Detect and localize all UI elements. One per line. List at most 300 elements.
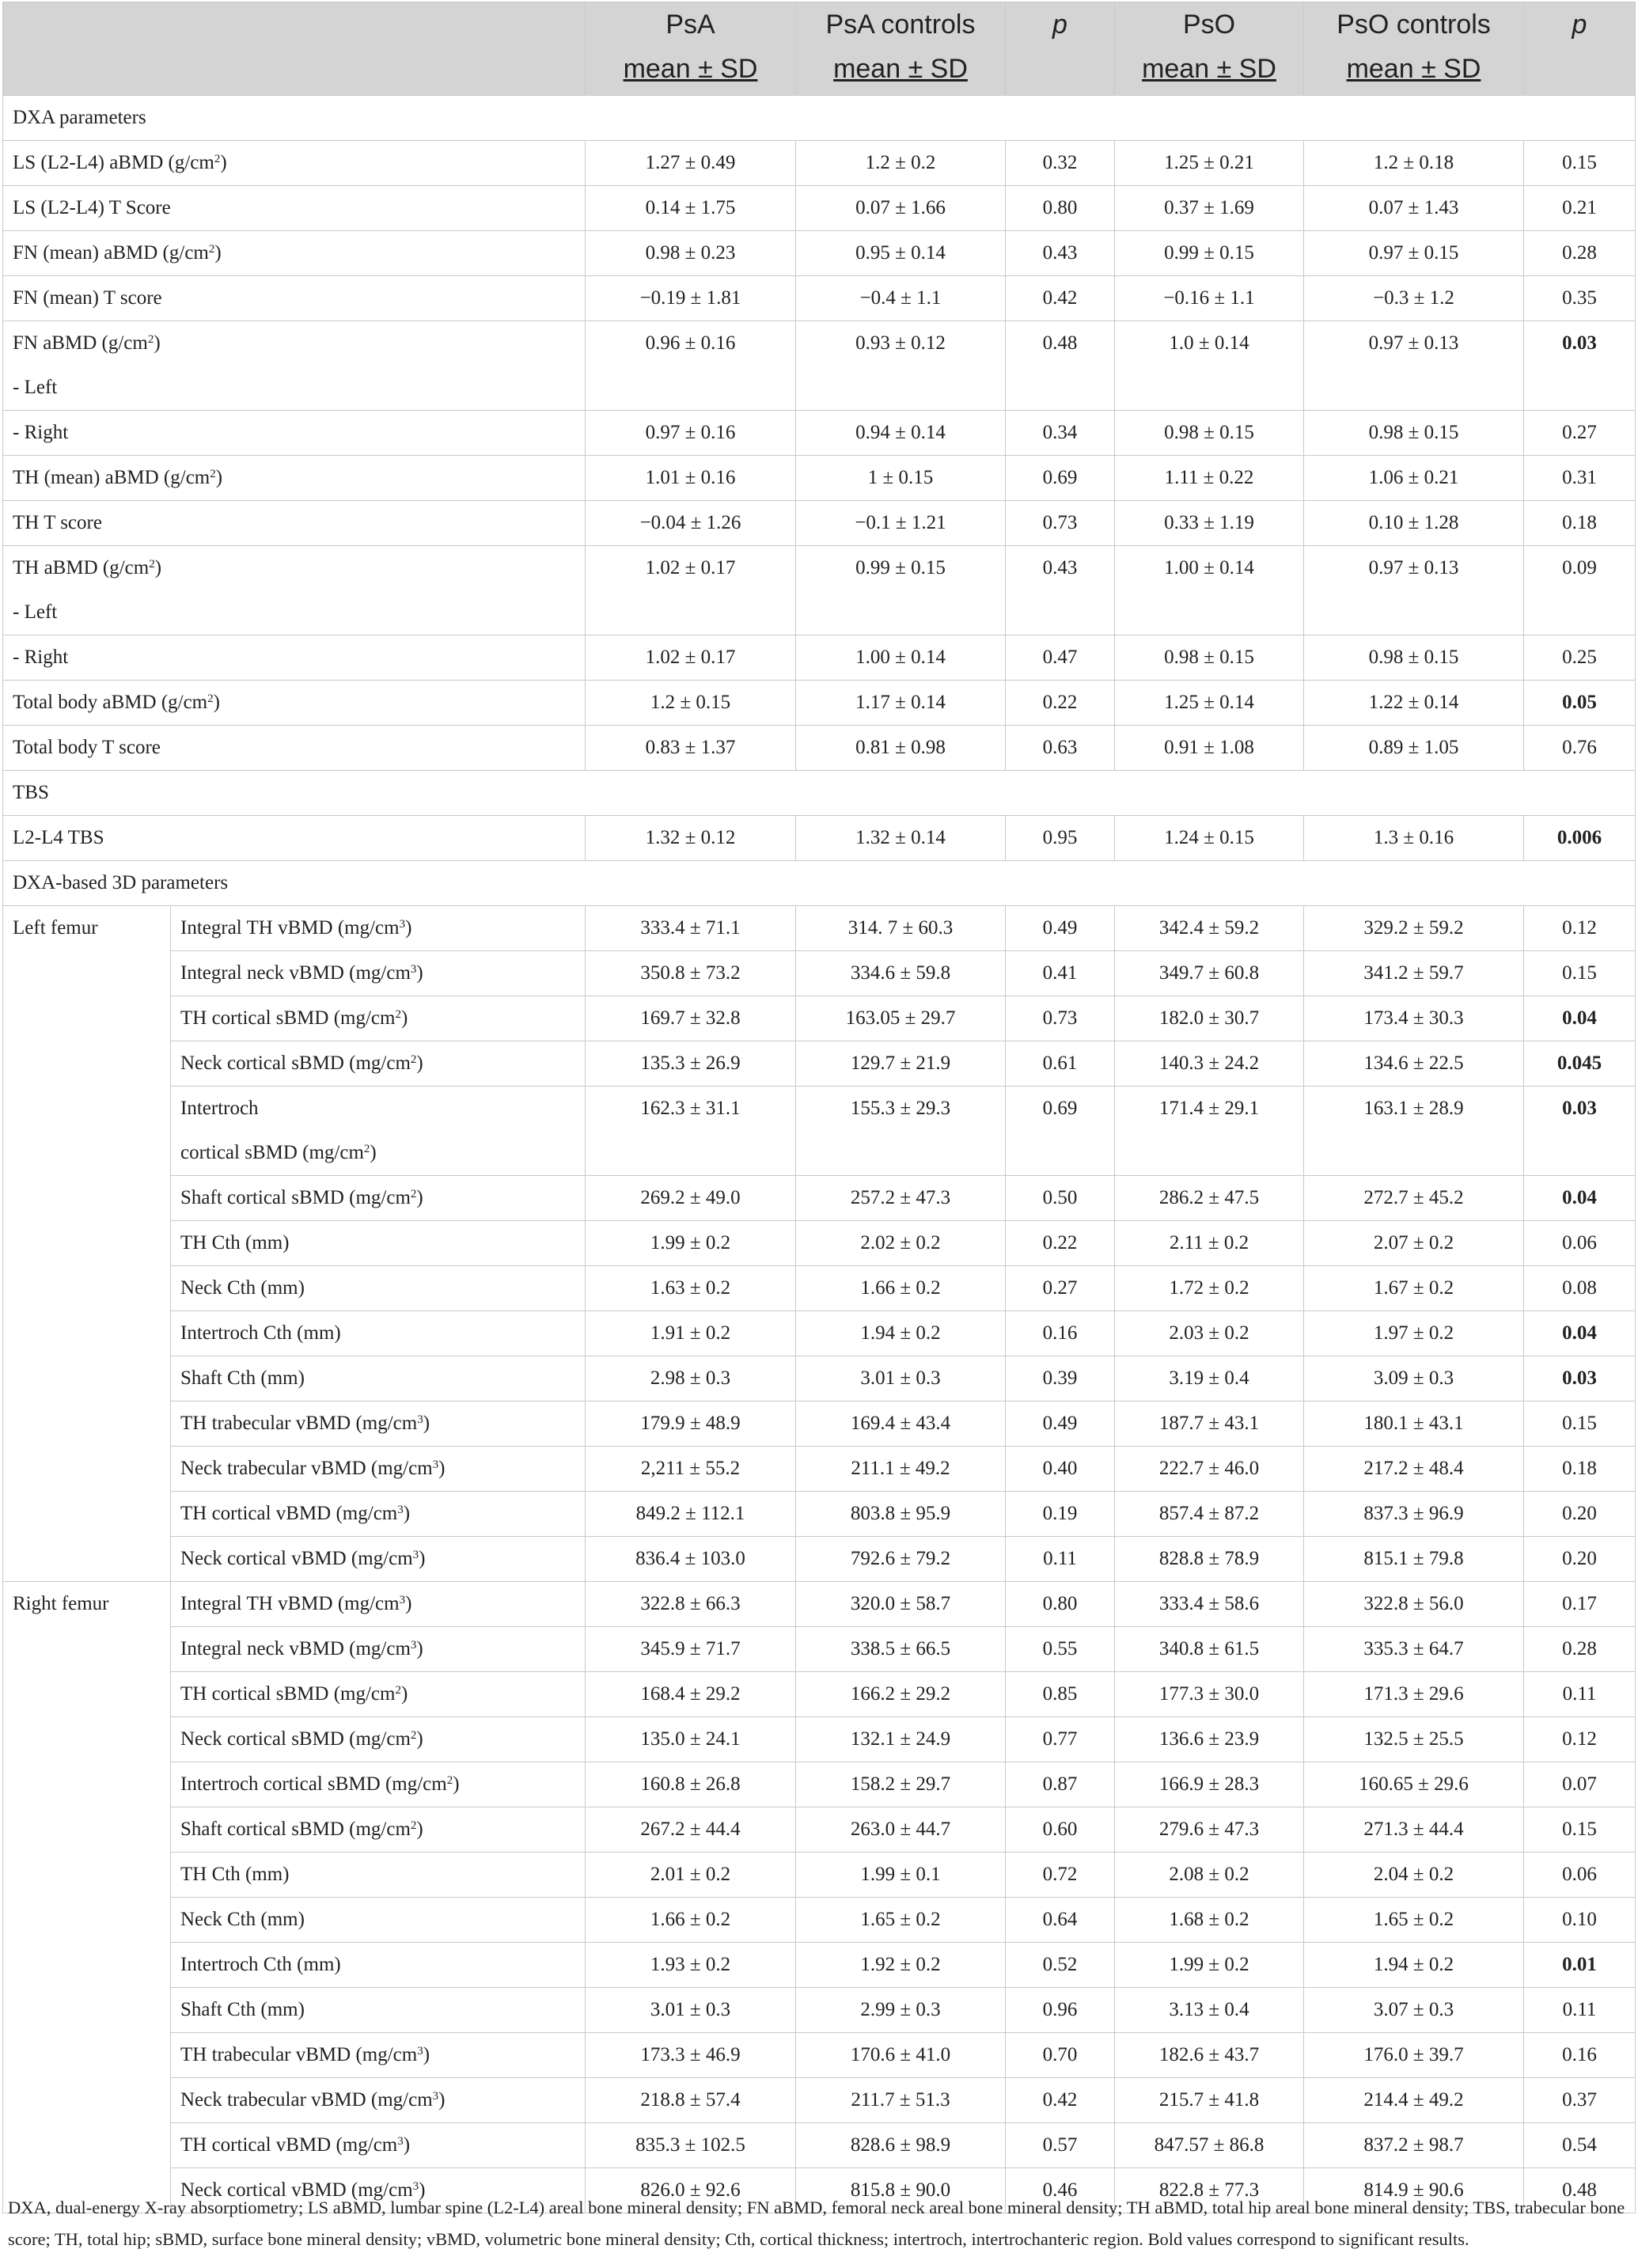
- psa-controls-value: 211.1 ± 49.2: [796, 1447, 1006, 1492]
- section-title: DXA-based 3D parameters: [3, 861, 1636, 906]
- table-row: [3, 681, 1636, 726]
- pso-value: 136.6 ± 23.9: [1115, 1717, 1304, 1762]
- p-value-pso: 0.03: [1524, 1356, 1636, 1401]
- pso-value: 2.08 ± 0.2: [1115, 1853, 1304, 1898]
- p-value-pso: 0.06: [1524, 1853, 1636, 1898]
- p-value-pso: 0.09: [1524, 546, 1636, 635]
- pso-controls-value: 0.07 ± 1.43: [1304, 186, 1524, 231]
- header-psa: PsA mean ± SD: [586, 2, 796, 96]
- pso-controls-value: 272.7 ± 45.2: [1304, 1176, 1524, 1221]
- p-value-psa: 0.85: [1006, 1672, 1115, 1717]
- pso-value: 822.8 ± 77.3: [1115, 2168, 1304, 2213]
- psa-value: 135.0 ± 24.1: [586, 1717, 796, 1762]
- p-value-psa: 0.73: [1006, 996, 1115, 1041]
- p-value-psa: 0.11: [1006, 1537, 1115, 1582]
- pso-value: 279.6 ± 47.3: [1115, 1807, 1304, 1853]
- row-label: Shaft Cth (mm): [171, 1356, 586, 1401]
- table-row: [3, 1537, 1636, 1582]
- table-row: [3, 186, 1636, 231]
- p-value-psa: 0.46: [1006, 2168, 1115, 2213]
- p-value-pso: 0.21: [1524, 186, 1636, 231]
- psa-value: 3.01 ± 0.3: [586, 1988, 796, 2033]
- row-label: LS (L2-L4) aBMD $(g/cm^2)$: [3, 141, 586, 186]
- group-label: Right femur: [3, 1582, 171, 2213]
- row-label: Total body aBMD $(g/cm^2)$: [3, 681, 586, 726]
- pso-controls-value: 335.3 ± 64.7: [1304, 1627, 1524, 1672]
- pso-value: 187.7 ± 43.1: [1115, 1401, 1304, 1447]
- group-label: Left femur: [3, 906, 171, 1582]
- row-label: TH T score: [3, 501, 586, 546]
- pso-value: 847.57 ± 86.8: [1115, 2123, 1304, 2168]
- psa-controls-value: 320.0 ± 58.7: [796, 1582, 1006, 1627]
- row-label: Total body T score: [3, 726, 586, 771]
- pso-value: 177.3 ± 30.0: [1115, 1672, 1304, 1717]
- pso-value: 340.8 ± 61.5: [1115, 1627, 1304, 1672]
- psa-value: 849.2 ± 112.1: [586, 1492, 796, 1537]
- pso-controls-value: 160.65 ± 29.6: [1304, 1762, 1524, 1807]
- psa-value: 1.2 ± 0.15: [586, 681, 796, 726]
- pso-controls-value: 814.9 ± 90.6: [1304, 2168, 1524, 2213]
- psa-value: 267.2 ± 44.4: [586, 1807, 796, 1853]
- pso-controls-value: 3.07 ± 0.3: [1304, 1988, 1524, 2033]
- psa-controls-value: 815.8 ± 90.0: [796, 2168, 1006, 2213]
- table-row: [3, 1176, 1636, 1221]
- psa-value: 168.4 ± 29.2: [586, 1672, 796, 1717]
- psa-controls-value: 257.2 ± 47.3: [796, 1176, 1006, 1221]
- pso-controls-value: 271.3 ± 44.4: [1304, 1807, 1524, 1853]
- psa-value: 1.02 ± 0.17: [586, 635, 796, 681]
- pso-value: 857.4 ± 87.2: [1115, 1492, 1304, 1537]
- p-value-pso: 0.10: [1524, 1898, 1636, 1943]
- row-label-line: - Left: [13, 601, 58, 623]
- p-value-psa: 0.72: [1006, 1853, 1115, 1898]
- p-value-pso: 0.31: [1524, 456, 1636, 501]
- row-label: TH trabecular vBMD $(mg/cm^3)$: [171, 2033, 586, 2078]
- pso-value: 0.98 ± 0.15: [1115, 635, 1304, 681]
- row-label: [3, 546, 586, 635]
- pso-value: 342.4 ± 59.2: [1115, 906, 1304, 951]
- row-label: LS (L2-L4) T Score: [3, 186, 586, 231]
- psa-value: 0.96 ± 0.16: [586, 321, 796, 411]
- table-row: [3, 141, 1636, 186]
- psa-value: −0.19 ± 1.81: [586, 276, 796, 321]
- psa-value: 135.3 ± 26.9: [586, 1041, 796, 1087]
- row-label: Shaft cortical sBMD $(mg/cm^2)$: [171, 1807, 586, 1853]
- pso-controls-value: 329.2 ± 59.2: [1304, 906, 1524, 951]
- pso-value: 333.4 ± 58.6: [1115, 1582, 1304, 1627]
- p-value-psa: 0.64: [1006, 1898, 1115, 1943]
- p-value-pso: 0.20: [1524, 1537, 1636, 1582]
- pso-controls-value: 173.4 ± 30.3: [1304, 996, 1524, 1041]
- table-row: [3, 1492, 1636, 1537]
- table-row: [3, 501, 1636, 546]
- p-value-pso: 0.11: [1524, 1672, 1636, 1717]
- psa-value: 1.93 ± 0.2: [586, 1943, 796, 1988]
- psa-controls-value: 0.93 ± 0.12: [796, 321, 1006, 411]
- psa-value: 1.02 ± 0.17: [586, 546, 796, 635]
- psa-controls-value: 1.00 ± 0.14: [796, 635, 1006, 681]
- pso-controls-value: 171.3 ± 29.6: [1304, 1672, 1524, 1717]
- row-label: TH cortical vBMD $(mg/cm^3)$: [171, 2123, 586, 2168]
- psa-controls-value: 1.99 ± 0.1: [796, 1853, 1006, 1898]
- psa-value: 1.27 ± 0.49: [586, 141, 796, 186]
- section-row: [3, 771, 1636, 816]
- p-value-pso: 0.28: [1524, 1627, 1636, 1672]
- pso-controls-value: 341.2 ± 59.7: [1304, 951, 1524, 996]
- pso-controls-value: 0.97 ± 0.13: [1304, 546, 1524, 635]
- psa-controls-value: 1 ± 0.15: [796, 456, 1006, 501]
- table-row: [3, 1627, 1636, 1672]
- psa-controls-value: 3.01 ± 0.3: [796, 1356, 1006, 1401]
- pso-value: 349.7 ± 60.8: [1115, 951, 1304, 996]
- psa-controls-value: 2.02 ± 0.2: [796, 1221, 1006, 1266]
- row-label: Neck cortical sBMD $(mg/cm^2)$: [171, 1041, 586, 1087]
- pso-value: 2.03 ± 0.2: [1115, 1311, 1304, 1356]
- p-value-pso: 0.15: [1524, 1401, 1636, 1447]
- p-value-psa: 0.77: [1006, 1717, 1115, 1762]
- psa-value: 269.2 ± 49.0: [586, 1176, 796, 1221]
- table-row: [3, 1356, 1636, 1401]
- psa-value: 1.99 ± 0.2: [586, 1221, 796, 1266]
- p-value-psa: 0.39: [1006, 1356, 1115, 1401]
- pso-value: 171.4 ± 29.1: [1115, 1087, 1304, 1176]
- pso-value: 0.33 ± 1.19: [1115, 501, 1304, 546]
- psa-value: −0.04 ± 1.26: [586, 501, 796, 546]
- table-row: [3, 1221, 1636, 1266]
- pso-value: 3.19 ± 0.4: [1115, 1356, 1304, 1401]
- p-value-psa: 0.34: [1006, 411, 1115, 456]
- header-p-psa: p: [1006, 2, 1115, 96]
- p-value-psa: 0.80: [1006, 1582, 1115, 1627]
- row-label: Neck cortical vBMD $(mg/cm^3)$: [171, 1537, 586, 1582]
- p-value-psa: 0.42: [1006, 276, 1115, 321]
- table-row: [3, 1807, 1636, 1853]
- psa-controls-value: 828.6 ± 98.9: [796, 2123, 1006, 2168]
- psa-value: 0.14 ± 1.75: [586, 186, 796, 231]
- psa-controls-value: 1.32 ± 0.14: [796, 816, 1006, 861]
- pso-controls-value: 0.89 ± 1.05: [1304, 726, 1524, 771]
- psa-value: 333.4 ± 71.1: [586, 906, 796, 951]
- psa-controls-value: 0.95 ± 0.14: [796, 231, 1006, 276]
- psa-controls-value: 792.6 ± 79.2: [796, 1537, 1006, 1582]
- section-title: TBS: [3, 771, 1636, 816]
- psa-value: 350.8 ± 73.2: [586, 951, 796, 996]
- pso-controls-value: 1.2 ± 0.18: [1304, 141, 1524, 186]
- p-value-pso: 0.15: [1524, 141, 1636, 186]
- row-label: [171, 1087, 586, 1176]
- p-value-psa: 0.49: [1006, 1401, 1115, 1447]
- pso-controls-value: 0.97 ± 0.15: [1304, 231, 1524, 276]
- pso-controls-value: 163.1 ± 28.9: [1304, 1087, 1524, 1176]
- psa-value: 2,211 ± 55.2: [586, 1447, 796, 1492]
- row-label-line: - Left: [13, 377, 58, 398]
- table-row: [3, 951, 1636, 996]
- p-value-pso: 0.18: [1524, 501, 1636, 546]
- p-value-pso: 0.35: [1524, 276, 1636, 321]
- pso-value: 286.2 ± 47.5: [1115, 1176, 1304, 1221]
- pso-value: 2.11 ± 0.2: [1115, 1221, 1304, 1266]
- p-value-pso: 0.045: [1524, 1041, 1636, 1087]
- psa-controls-value: 158.2 ± 29.7: [796, 1762, 1006, 1807]
- p-value-pso: 0.01: [1524, 1943, 1636, 1988]
- table-row: [3, 1672, 1636, 1717]
- p-value-psa: 0.43: [1006, 231, 1115, 276]
- table-row: [3, 411, 1636, 456]
- pso-controls-value: 815.1 ± 79.8: [1304, 1537, 1524, 1582]
- p-value-psa: 0.63: [1006, 726, 1115, 771]
- p-value-psa: 0.73: [1006, 501, 1115, 546]
- p-value-psa: 0.60: [1006, 1807, 1115, 1853]
- p-value-psa: 0.16: [1006, 1311, 1115, 1356]
- row-label-line: FN aBMD $(g/cm^2)$: [13, 332, 161, 354]
- pso-value: 182.0 ± 30.7: [1115, 996, 1304, 1041]
- row-label: FN (mean) aBMD $(g/cm^2)$: [3, 231, 586, 276]
- row-label: TH cortical sBMD $(mg/cm^2)$: [171, 1672, 586, 1717]
- p-value-pso: 0.37: [1524, 2078, 1636, 2123]
- row-label: Neck cortical vBMD $(mg/cm^3)$: [171, 2168, 586, 2213]
- p-value-pso: 0.06: [1524, 1221, 1636, 1266]
- pso-controls-value: 0.10 ± 1.28: [1304, 501, 1524, 546]
- table-header: [3, 2, 1636, 96]
- table-row: [3, 231, 1636, 276]
- pso-controls-value: 132.5 ± 25.5: [1304, 1717, 1524, 1762]
- psa-controls-value: 263.0 ± 44.7: [796, 1807, 1006, 1853]
- p-value-pso: 0.16: [1524, 2033, 1636, 2078]
- psa-value: 836.4 ± 103.0: [586, 1537, 796, 1582]
- p-value-psa: 0.19: [1006, 1492, 1115, 1537]
- p-value-psa: 0.22: [1006, 681, 1115, 726]
- section-title: DXA parameters: [3, 96, 1636, 141]
- p-value-pso: 0.08: [1524, 1266, 1636, 1311]
- table-row: [3, 996, 1636, 1041]
- p-value-psa: 0.41: [1006, 951, 1115, 996]
- table-row: [3, 321, 1636, 411]
- pso-value: 1.24 ± 0.15: [1115, 816, 1304, 861]
- pso-value: 1.99 ± 0.2: [1115, 1943, 1304, 1988]
- psa-controls-value: 338.5 ± 66.5: [796, 1627, 1006, 1672]
- row-label: - Right: [3, 635, 586, 681]
- psa-value: 0.97 ± 0.16: [586, 411, 796, 456]
- row-label: Integral neck vBMD $(mg/cm^3)$: [171, 1627, 586, 1672]
- psa-controls-value: 1.94 ± 0.2: [796, 1311, 1006, 1356]
- p-value-psa: 0.50: [1006, 1176, 1115, 1221]
- table-row: [3, 906, 1636, 951]
- p-value-pso: 0.11: [1524, 1988, 1636, 2033]
- p-value-pso: 0.04: [1524, 1176, 1636, 1221]
- p-value-pso: 0.17: [1524, 1582, 1636, 1627]
- pso-controls-value: 2.07 ± 0.2: [1304, 1221, 1524, 1266]
- row-label: TH Cth (mm): [171, 1221, 586, 1266]
- table-row: [3, 726, 1636, 771]
- row-label: L2-L4 TBS: [3, 816, 586, 861]
- p-value-psa: 0.42: [1006, 2078, 1115, 2123]
- table-row: [3, 1311, 1636, 1356]
- table-row: [3, 1087, 1636, 1176]
- p-value-pso: 0.15: [1524, 1807, 1636, 1853]
- psa-value: 173.3 ± 46.9: [586, 2033, 796, 2078]
- p-value-pso: 0.15: [1524, 951, 1636, 996]
- p-value-pso: 0.27: [1524, 411, 1636, 456]
- pso-value: 0.37 ± 1.69: [1115, 186, 1304, 231]
- psa-value: 1.32 ± 0.12: [586, 816, 796, 861]
- psa-value: 160.8 ± 26.8: [586, 1762, 796, 1807]
- psa-controls-value: 0.99 ± 0.15: [796, 546, 1006, 635]
- p-value-psa: 0.61: [1006, 1041, 1115, 1087]
- psa-value: 322.8 ± 66.3: [586, 1582, 796, 1627]
- pso-controls-value: 0.98 ± 0.15: [1304, 635, 1524, 681]
- p-value-pso: 0.05: [1524, 681, 1636, 726]
- table-footnote: DXA, dual-energy X-ray absorptiometry; LS aBMD, lumbar spine (L2-L4) areal bone mineral density; FN aBMD, femoral neck areal bone mineral density; TH aBMD, total hip areal bone mineral density; TBS, trabecular bone score; TH, total hip; sBMD, surface bone mineral density; vBMD, volumetric bone mineral density; Cth, cortical thickness; intertroch, intertrochanteric region. Bold values correspond to significant results.: [8, 2198, 1625, 2249]
- psa-controls-value: −0.4 ± 1.1: [796, 276, 1006, 321]
- psa-controls-value: 1.65 ± 0.2: [796, 1898, 1006, 1943]
- psa-controls-value: 0.94 ± 0.14: [796, 411, 1006, 456]
- header-psa-controls: PsA controls mean ± SD: [796, 2, 1006, 96]
- table-row: [3, 1717, 1636, 1762]
- p-value-psa: 0.49: [1006, 906, 1115, 951]
- p-value-psa: 0.96: [1006, 1988, 1115, 2033]
- psa-controls-value: 170.6 ± 41.0: [796, 2033, 1006, 2078]
- pso-value: 0.91 ± 1.08: [1115, 726, 1304, 771]
- p-value-psa: 0.32: [1006, 141, 1115, 186]
- row-label: Neck cortical sBMD $(mg/cm^2)$: [171, 1717, 586, 1762]
- pso-value: 182.6 ± 43.7: [1115, 2033, 1304, 2078]
- psa-controls-value: 803.8 ± 95.9: [796, 1492, 1006, 1537]
- psa-value: 2.01 ± 0.2: [586, 1853, 796, 1898]
- pso-value: 1.11 ± 0.22: [1115, 456, 1304, 501]
- row-label: TH cortical sBMD $(mg/cm^2)$: [171, 996, 586, 1041]
- p-value-pso: 0.18: [1524, 1447, 1636, 1492]
- psa-controls-value: 1.66 ± 0.2: [796, 1266, 1006, 1311]
- psa-controls-value: 0.07 ± 1.66: [796, 186, 1006, 231]
- p-value-pso: 0.03: [1524, 1087, 1636, 1176]
- pso-controls-value: 0.97 ± 0.13: [1304, 321, 1524, 411]
- row-label: TH cortical vBMD $(mg/cm^3)$: [171, 1492, 586, 1537]
- psa-controls-value: 155.3 ± 29.3: [796, 1087, 1006, 1176]
- p-value-psa: 0.22: [1006, 1221, 1115, 1266]
- table-row: [3, 816, 1636, 861]
- table-row: [3, 1266, 1636, 1311]
- psa-controls-value: 169.4 ± 43.4: [796, 1401, 1006, 1447]
- table-row: [3, 1853, 1636, 1898]
- pso-controls-value: 2.04 ± 0.2: [1304, 1853, 1524, 1898]
- pso-value: 0.98 ± 0.15: [1115, 411, 1304, 456]
- header-pso-controls: PsO controls mean ± SD: [1304, 2, 1524, 96]
- pso-controls-value: 837.3 ± 96.9: [1304, 1492, 1524, 1537]
- row-label: Shaft cortical sBMD $(mg/cm^2)$: [171, 1176, 586, 1221]
- psa-controls-value: −0.1 ± 1.21: [796, 501, 1006, 546]
- header-p-pso: p: [1524, 2, 1636, 96]
- table-row: [3, 1447, 1636, 1492]
- psa-controls-value: 129.7 ± 21.9: [796, 1041, 1006, 1087]
- table-row: [3, 1762, 1636, 1807]
- pso-controls-value: 180.1 ± 43.1: [1304, 1401, 1524, 1447]
- header-pso: PsO mean ± SD: [1115, 2, 1304, 96]
- table-row: [3, 635, 1636, 681]
- psa-value: 1.91 ± 0.2: [586, 1311, 796, 1356]
- pso-controls-value: 1.94 ± 0.2: [1304, 1943, 1524, 1988]
- pso-value: 1.0 ± 0.14: [1115, 321, 1304, 411]
- row-label: Integral TH vBMD $(mg/cm^3)$: [171, 906, 586, 951]
- psa-value: 835.3 ± 102.5: [586, 2123, 796, 2168]
- psa-value: 1.66 ± 0.2: [586, 1898, 796, 1943]
- p-value-pso: 0.12: [1524, 1717, 1636, 1762]
- psa-controls-value: 163.05 ± 29.7: [796, 996, 1006, 1041]
- table-row: [3, 1041, 1636, 1087]
- p-value-psa: 0.52: [1006, 1943, 1115, 1988]
- pso-value: 166.9 ± 28.3: [1115, 1762, 1304, 1807]
- p-value-psa: 0.69: [1006, 456, 1115, 501]
- table-row: [3, 1401, 1636, 1447]
- psa-controls-value: 1.2 ± 0.2: [796, 141, 1006, 186]
- psa-value: 218.8 ± 57.4: [586, 2078, 796, 2123]
- p-value-psa: 0.80: [1006, 186, 1115, 231]
- p-value-psa: 0.48: [1006, 321, 1115, 411]
- pso-controls-value: 837.2 ± 98.7: [1304, 2123, 1524, 2168]
- p-value-pso: 0.25: [1524, 635, 1636, 681]
- row-label: FN (mean) T score: [3, 276, 586, 321]
- pso-controls-value: 1.67 ± 0.2: [1304, 1266, 1524, 1311]
- row-label: Neck Cth (mm): [171, 1266, 586, 1311]
- psa-value: 169.7 ± 32.8: [586, 996, 796, 1041]
- pso-controls-value: −0.3 ± 1.2: [1304, 276, 1524, 321]
- pso-value: 140.3 ± 24.2: [1115, 1041, 1304, 1087]
- psa-value: 345.9 ± 71.7: [586, 1627, 796, 1672]
- p-value-psa: 0.57: [1006, 2123, 1115, 2168]
- p-value-psa: 0.95: [1006, 816, 1115, 861]
- pso-controls-value: 1.3 ± 0.16: [1304, 816, 1524, 861]
- pso-value: −0.16 ± 1.1: [1115, 276, 1304, 321]
- section-row: [3, 96, 1636, 141]
- row-label: TH trabecular vBMD $(mg/cm^3)$: [171, 1401, 586, 1447]
- section-row: [3, 861, 1636, 906]
- psa-value: 826.0 ± 92.6: [586, 2168, 796, 2213]
- pso-controls-value: 217.2 ± 48.4: [1304, 1447, 1524, 1492]
- row-label: - Right: [3, 411, 586, 456]
- psa-controls-value: 334.6 ± 59.8: [796, 951, 1006, 996]
- table-row: [3, 1943, 1636, 1988]
- p-value-pso: 0.03: [1524, 321, 1636, 411]
- p-value-pso: 0.76: [1524, 726, 1636, 771]
- pso-value: 1.25 ± 0.14: [1115, 681, 1304, 726]
- psa-controls-value: 1.92 ± 0.2: [796, 1943, 1006, 1988]
- p-value-psa: 0.70: [1006, 2033, 1115, 2078]
- table-row: [3, 1582, 1636, 1627]
- row-label-line: Intertroch: [180, 1098, 259, 1119]
- row-label: Integral neck vBMD $(mg/cm^3)$: [171, 951, 586, 996]
- p-value-pso: 0.04: [1524, 1311, 1636, 1356]
- pso-controls-value: 0.98 ± 0.15: [1304, 411, 1524, 456]
- pso-controls-value: 176.0 ± 39.7: [1304, 2033, 1524, 2078]
- row-label: Shaft Cth (mm): [171, 1988, 586, 2033]
- pso-controls-value: 1.65 ± 0.2: [1304, 1898, 1524, 1943]
- psa-controls-value: 1.17 ± 0.14: [796, 681, 1006, 726]
- row-label: Neck trabecular vBMD $(mg/cm^3)$: [171, 2078, 586, 2123]
- table-row: [3, 276, 1636, 321]
- results-table: [2, 2, 1636, 2213]
- p-value-pso: 0.006: [1524, 816, 1636, 861]
- row-label-line: cortical sBMD $(mg/cm^2)$: [180, 1142, 377, 1163]
- table-row: [3, 456, 1636, 501]
- table-row: [3, 546, 1636, 635]
- pso-value: 828.8 ± 78.9: [1115, 1537, 1304, 1582]
- p-value-pso: 0.48: [1524, 2168, 1636, 2213]
- p-value-pso: 0.54: [1524, 2123, 1636, 2168]
- p-value-psa: 0.43: [1006, 546, 1115, 635]
- psa-value: 0.83 ± 1.37: [586, 726, 796, 771]
- pso-controls-value: 1.97 ± 0.2: [1304, 1311, 1524, 1356]
- p-value-pso: 0.07: [1524, 1762, 1636, 1807]
- row-label: Intertroch cortical sBMD $(mg/cm^2)$: [171, 1762, 586, 1807]
